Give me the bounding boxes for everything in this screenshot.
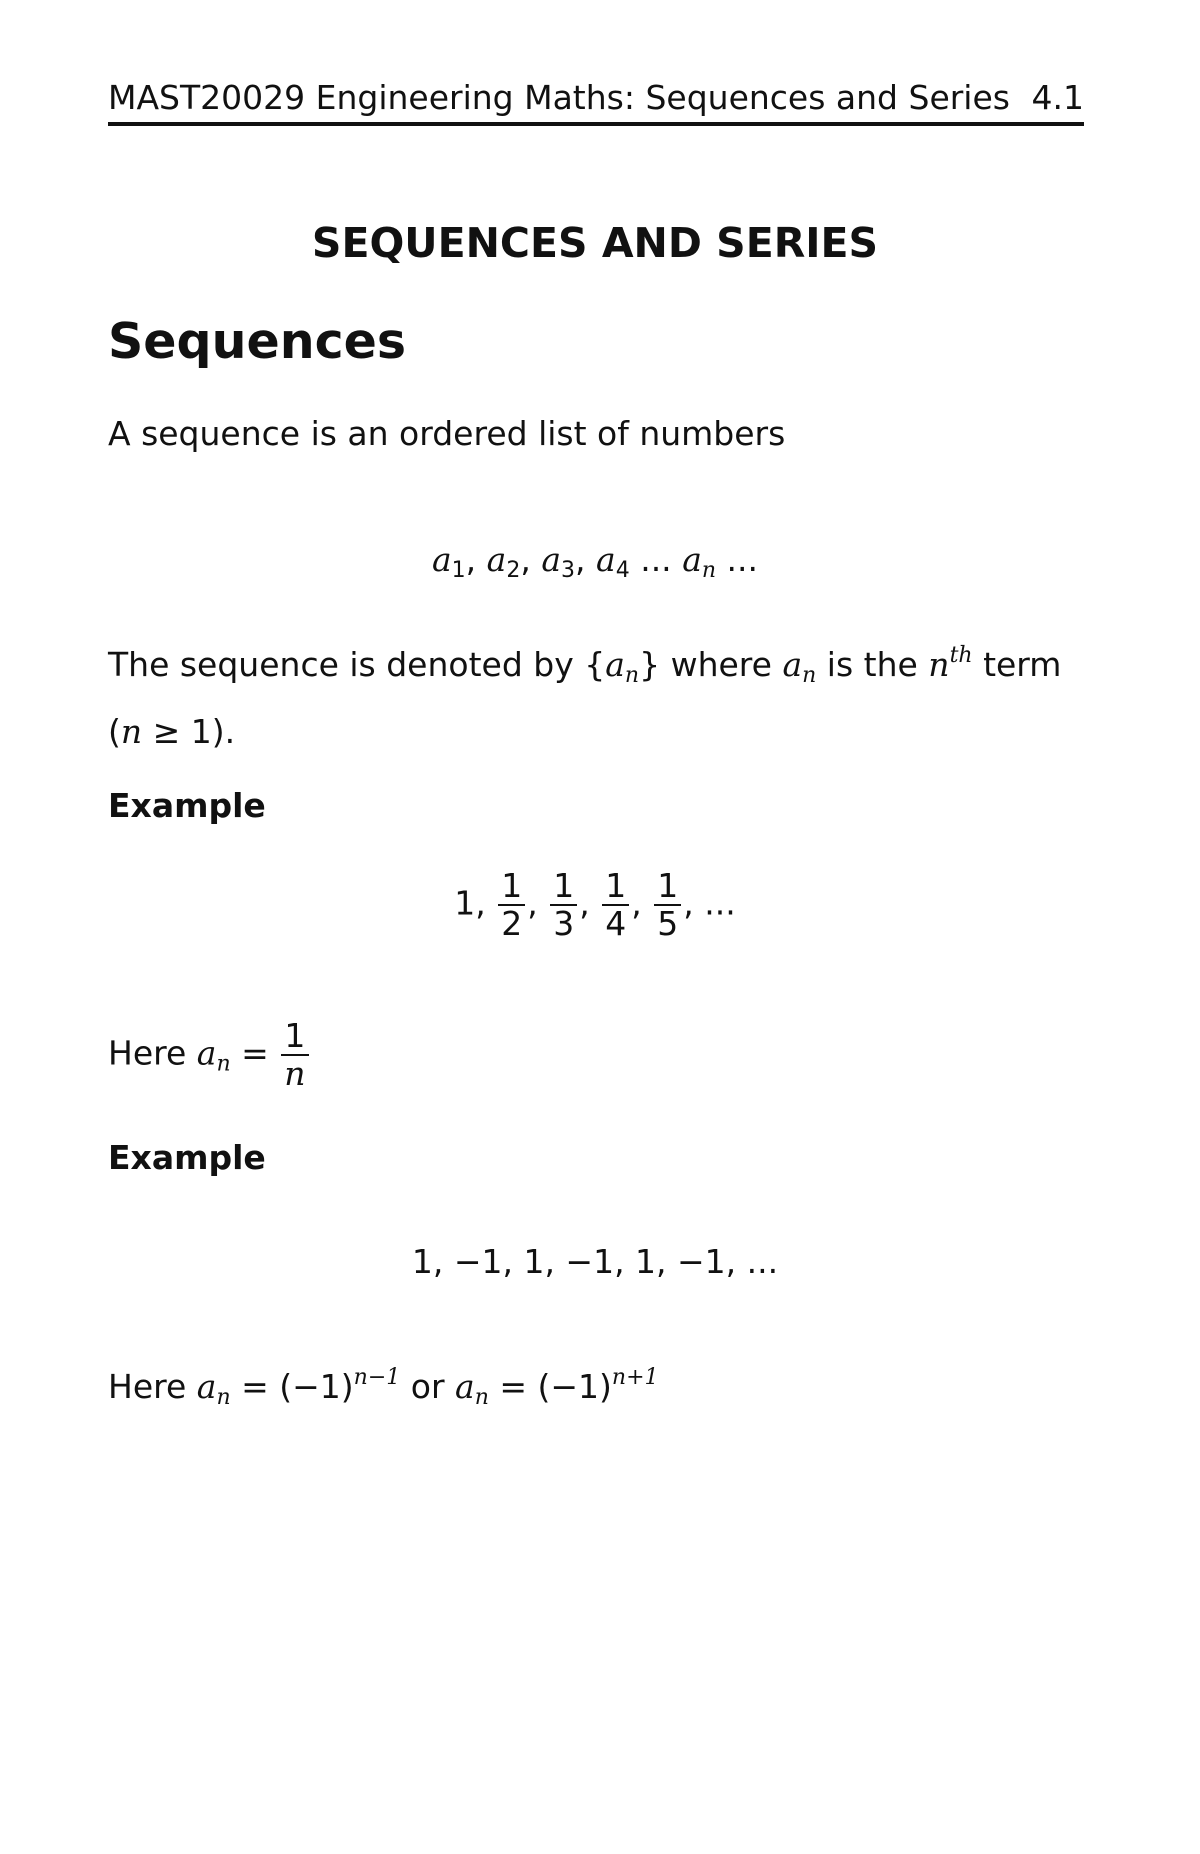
denotation-text: The sequence is denoted by $\{a_n\}$ where $a_n$ is the $n^{th}$ term (n ≥ 1).	[108, 643, 1062, 751]
sequence-terms-display: $a_1$, $a_2$, $a_3$, $a_4$ ... $a_n$ ...	[431, 540, 759, 583]
fraction: $\frac{1}{2}$	[498, 868, 525, 942]
course-title: MAST20029 Engineering Maths: Sequences and Series	[108, 78, 1010, 117]
page-number: 4.1	[1031, 78, 1084, 117]
document-title: SEQUENCES AND SERIES	[311, 219, 879, 267]
example-heading: Example	[108, 786, 266, 825]
harmonic-sequence-display: 1, $\frac{1}{2}$ , $\frac{1}{3}$ , $\frac{1}{4}$ , $\frac{1}{5}$ , ...	[454, 866, 736, 943]
section-heading: Sequences	[108, 313, 407, 370]
alternating-sequence-display: 1, −1, 1, −1, 1, −1, ...	[411, 1242, 779, 1281]
formula-line: Here $a_n$ = $\frac{1}{n}$	[108, 1018, 311, 1092]
fraction: $\frac{1}{n}$	[281, 1018, 308, 1092]
fraction: $\frac{1}{4}$	[602, 868, 629, 942]
example-heading: Example	[108, 1138, 266, 1177]
header-rule	[108, 122, 1084, 126]
formula-line: Here $a_n = (-1)^{n-1}$ or $a_n = (-1)^{n+1}$	[108, 1365, 659, 1410]
fraction: $\frac{1}{3}$	[550, 868, 577, 942]
intro-text: A sequence is an ordered list of numbers	[108, 414, 786, 453]
fraction: $\frac{1}{5}$	[654, 868, 681, 942]
running-header	[108, 78, 1084, 118]
